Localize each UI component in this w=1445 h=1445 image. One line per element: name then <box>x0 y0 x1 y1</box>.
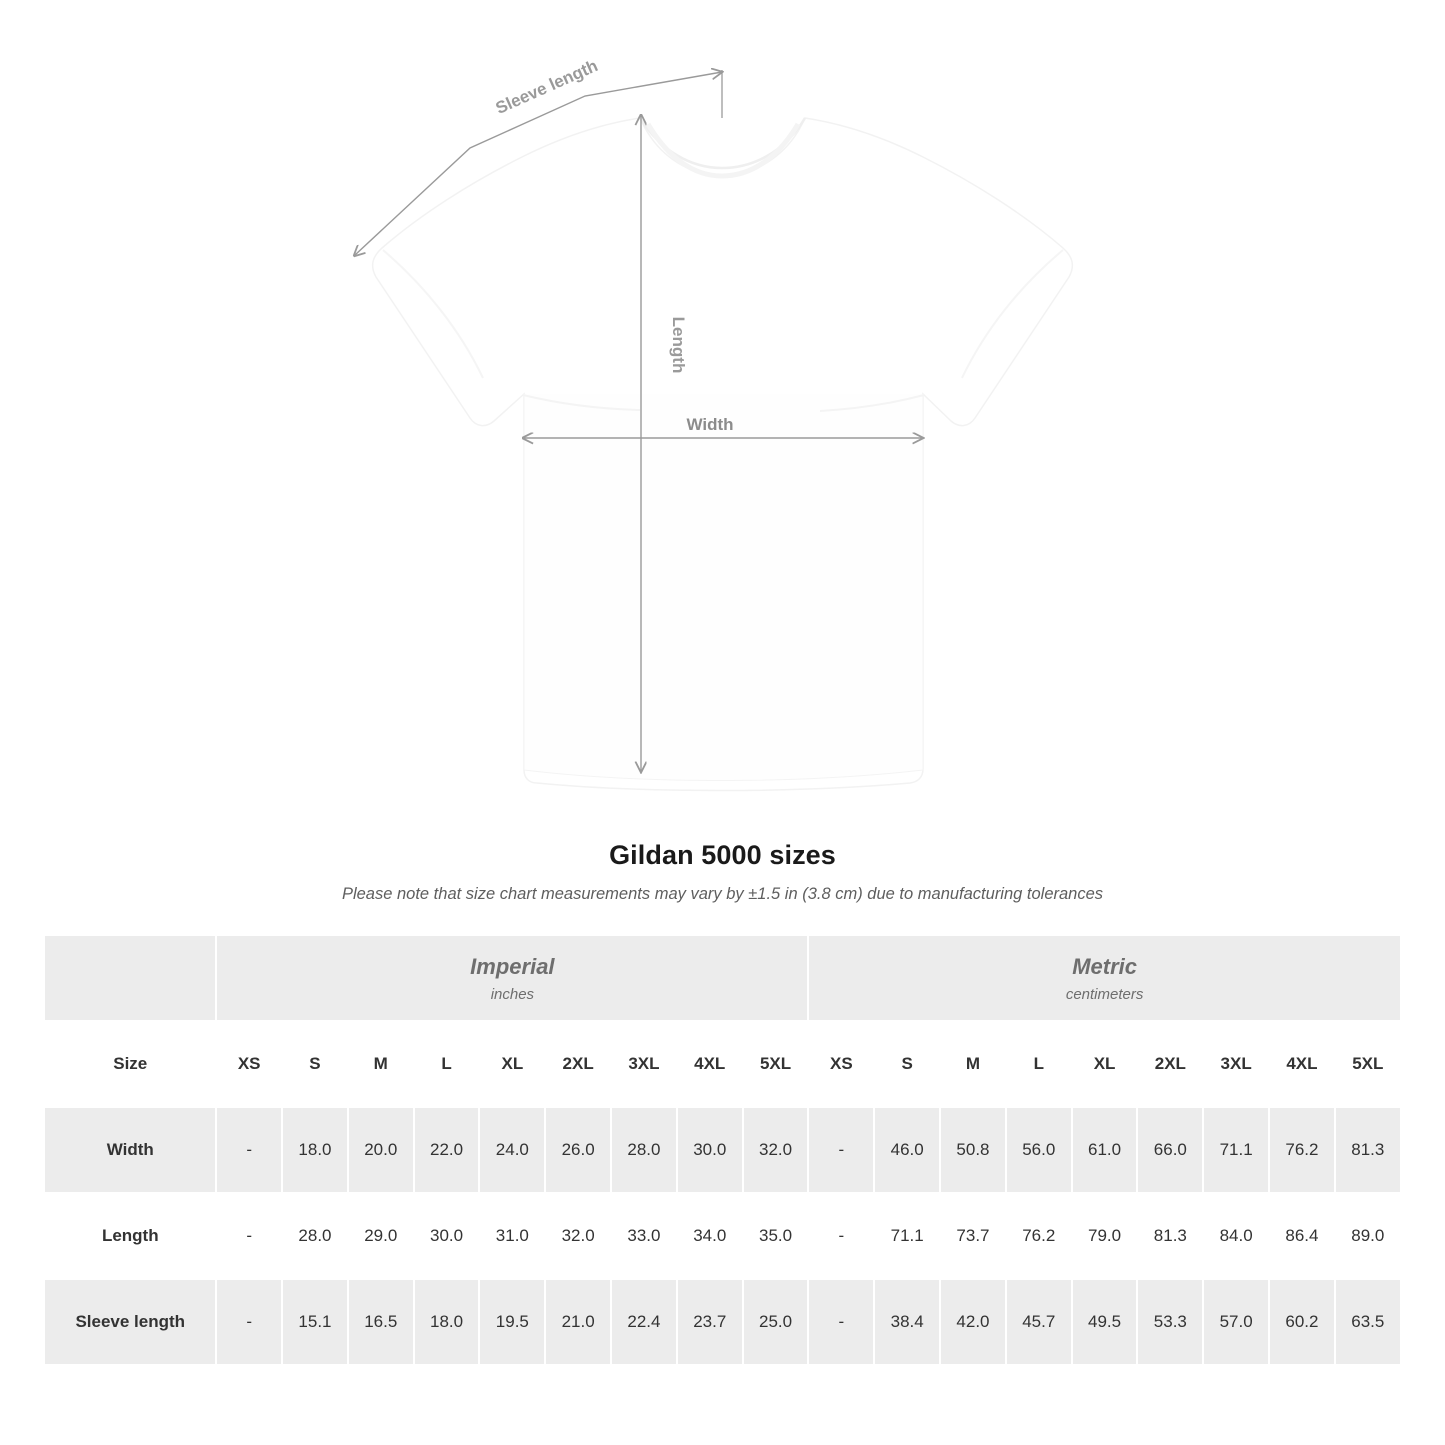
cell-length-imperial-8: 35.0 <box>743 1193 809 1279</box>
size-header-row <box>44 1021 1400 1107</box>
cell-width-imperial-6: 28.0 <box>611 1107 677 1193</box>
size-header-imperial-1: S <box>282 1021 348 1107</box>
cell-length-metric-8: 89.0 <box>1335 1193 1401 1279</box>
cell-length-metric-2: 73.7 <box>940 1193 1006 1279</box>
size-header-imperial-5: 2XL <box>545 1021 611 1107</box>
cell-sleeve-metric-6: 57.0 <box>1203 1279 1269 1365</box>
tshirt-shape <box>373 118 1073 791</box>
cell-length-imperial-4: 31.0 <box>479 1193 545 1279</box>
row-label-width: Width <box>44 1107 216 1193</box>
cell-length-metric-6: 84.0 <box>1203 1193 1269 1279</box>
cell-width-metric-2: 50.8 <box>940 1107 1006 1193</box>
metric-name: Metric <box>1072 953 1137 979</box>
size-header-imperial-6: 3XL <box>611 1021 677 1107</box>
cell-width-imperial-0: - <box>216 1107 282 1193</box>
sleeve-length-label: Sleeve length <box>492 56 601 118</box>
cell-width-metric-4: 61.0 <box>1072 1107 1138 1193</box>
size-header-imperial-7: 4XL <box>677 1021 743 1107</box>
cell-length-metric-1: 71.1 <box>874 1193 940 1279</box>
cell-length-metric-3: 76.2 <box>1006 1193 1072 1279</box>
cell-sleeve-imperial-6: 22.4 <box>611 1279 677 1365</box>
table-row <box>44 1107 1400 1193</box>
unit-header-imperial <box>216 935 808 1021</box>
unit-header-metric <box>808 935 1400 1021</box>
cell-width-metric-7: 76.2 <box>1269 1107 1335 1193</box>
cell-sleeve-imperial-5: 21.0 <box>545 1279 611 1365</box>
cell-sleeve-metric-5: 53.3 <box>1137 1279 1203 1365</box>
cell-length-imperial-1: 28.0 <box>282 1193 348 1279</box>
size-header-metric-6: 3XL <box>1203 1021 1269 1107</box>
cell-sleeve-metric-8: 63.5 <box>1335 1279 1401 1365</box>
cell-sleeve-imperial-8: 25.0 <box>743 1279 809 1365</box>
cell-sleeve-imperial-0: - <box>216 1279 282 1365</box>
cell-sleeve-metric-4: 49.5 <box>1072 1279 1138 1365</box>
imperial-sub: inches <box>490 985 535 1003</box>
imperial-name: Imperial <box>470 953 555 979</box>
cell-width-metric-5: 66.0 <box>1137 1107 1203 1193</box>
cell-width-imperial-8: 32.0 <box>743 1107 809 1193</box>
cell-width-imperial-3: 22.0 <box>414 1107 480 1193</box>
tolerance-note: Please note that size chart measurements may vary by ±1.5 in (3.8 cm) due to manufacturing tolerances <box>341 885 1104 903</box>
size-header-imperial-8: 5XL <box>743 1021 809 1107</box>
size-header-imperial-0: XS <box>216 1021 282 1107</box>
size-header-metric-1: S <box>874 1021 940 1107</box>
cell-sleeve-metric-3: 45.7 <box>1006 1279 1072 1365</box>
size-chart-table <box>43 934 1401 1366</box>
unit-header-spacer <box>44 935 216 1021</box>
cell-width-imperial-5: 26.0 <box>545 1107 611 1193</box>
cell-width-metric-3: 56.0 <box>1006 1107 1072 1193</box>
table-row <box>44 1279 1400 1365</box>
width-label: Width <box>686 415 734 434</box>
size-header-imperial-4: XL <box>479 1021 545 1107</box>
cell-length-metric-4: 79.0 <box>1072 1193 1138 1279</box>
cell-width-imperial-4: 24.0 <box>479 1107 545 1193</box>
size-header-metric-2: M <box>940 1021 1006 1107</box>
size-header-label: Size <box>44 1021 216 1107</box>
cell-sleeve-imperial-7: 23.7 <box>677 1279 743 1365</box>
unit-header-row <box>44 935 1400 1021</box>
cell-length-imperial-5: 32.0 <box>545 1193 611 1279</box>
row-label-sleeve-length: Sleeve length <box>44 1279 216 1365</box>
cell-length-imperial-6: 33.0 <box>611 1193 677 1279</box>
size-header-metric-4: XL <box>1072 1021 1138 1107</box>
cell-sleeve-metric-7: 60.2 <box>1269 1279 1335 1365</box>
metric-sub: centimeters <box>1065 985 1144 1003</box>
cell-length-imperial-3: 30.0 <box>414 1193 480 1279</box>
cell-sleeve-imperial-4: 19.5 <box>479 1279 545 1365</box>
cell-width-metric-6: 71.1 <box>1203 1107 1269 1193</box>
cell-width-imperial-2: 20.0 <box>348 1107 414 1193</box>
length-label: Length <box>669 316 688 374</box>
size-header-metric-0: XS <box>808 1021 874 1107</box>
page-title: Gildan 5000 sizes <box>609 840 836 870</box>
size-header-metric-8: 5XL <box>1335 1021 1401 1107</box>
cell-sleeve-metric-0: - <box>808 1279 874 1365</box>
cell-width-metric-1: 46.0 <box>874 1107 940 1193</box>
cell-length-imperial-0: - <box>216 1193 282 1279</box>
row-label-length: Length <box>44 1193 216 1279</box>
cell-length-metric-7: 86.4 <box>1269 1193 1335 1279</box>
cell-width-imperial-7: 30.0 <box>677 1107 743 1193</box>
cell-width-imperial-1: 18.0 <box>282 1107 348 1193</box>
size-header-metric-3: L <box>1006 1021 1072 1107</box>
size-header-metric-5: 2XL <box>1137 1021 1203 1107</box>
chart-title-block <box>0 840 1445 904</box>
cell-width-metric-8: 81.3 <box>1335 1107 1401 1193</box>
cell-sleeve-metric-1: 38.4 <box>874 1279 940 1365</box>
size-header-imperial-3: L <box>414 1021 480 1107</box>
cell-width-metric-0: - <box>808 1107 874 1193</box>
cell-length-metric-0: - <box>808 1193 874 1279</box>
cell-length-metric-5: 81.3 <box>1137 1193 1203 1279</box>
cell-length-imperial-7: 34.0 <box>677 1193 743 1279</box>
cell-sleeve-imperial-2: 16.5 <box>348 1279 414 1365</box>
cell-length-imperial-2: 29.0 <box>348 1193 414 1279</box>
size-header-imperial-2: M <box>348 1021 414 1107</box>
table-row <box>44 1193 1400 1279</box>
cell-sleeve-imperial-1: 15.1 <box>282 1279 348 1365</box>
cell-sleeve-imperial-3: 18.0 <box>414 1279 480 1365</box>
size-header-metric-7: 4XL <box>1269 1021 1335 1107</box>
cell-sleeve-metric-2: 42.0 <box>940 1279 1006 1365</box>
